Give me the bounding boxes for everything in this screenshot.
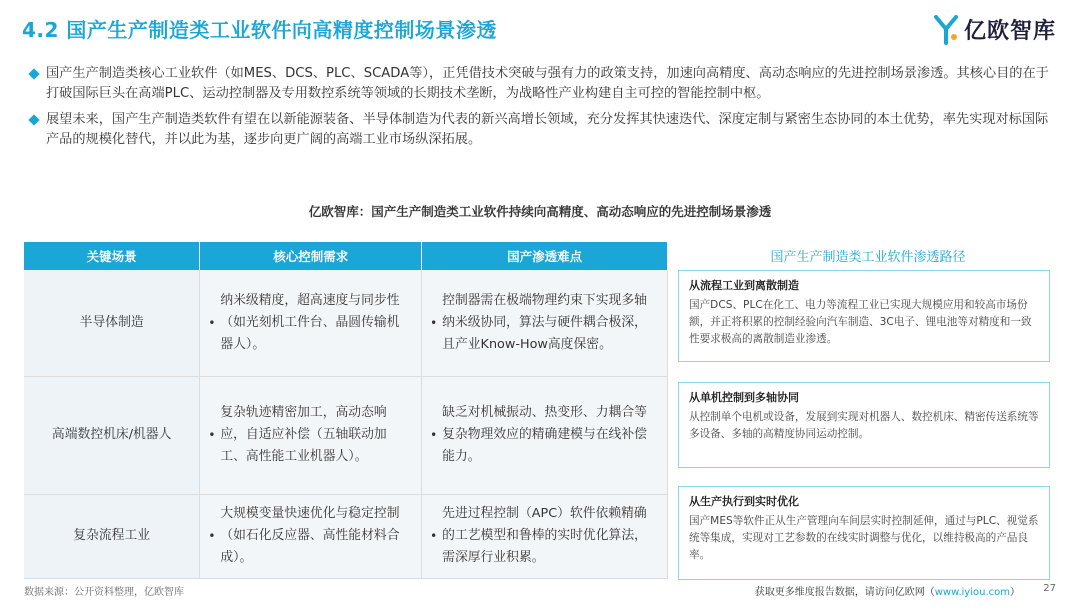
difficulty-text: 控制器需在极端物理约束下实现多轴纳米级协同，算法与硬件耦合极深，且产业Know-How高度保密。 — [442, 292, 647, 352]
iyiou-logo-icon — [934, 15, 958, 45]
difficulty-cell — [422, 270, 668, 376]
bullet-dot-icon: • — [430, 529, 438, 543]
path-card — [678, 382, 1050, 468]
table-row — [24, 376, 668, 494]
difficulty-cell — [422, 494, 668, 578]
bullet-dot-icon: • — [208, 529, 216, 543]
scene-cell: 半导体制造 — [24, 270, 200, 376]
bullet-dot-icon: • — [430, 428, 438, 442]
difficulty-cell — [422, 376, 668, 494]
page-title: 4.2 国产生产制造类工业软件向高精度控制场景渗透 — [22, 18, 497, 42]
path-card-title: 从流程工业到离散制造 — [689, 279, 799, 292]
need-text: 复杂轨迹精密加工，高动态响应，自适应补偿（五轴联动加工、高性能工业机器人）。 — [220, 405, 387, 464]
need-cell — [200, 270, 422, 376]
path-title: 国产生产制造类工业软件渗透路径 — [770, 250, 966, 265]
logo-text: 亿欧智库 — [963, 19, 1056, 44]
bullet-text: 国产生产制造类核心工业软件（如MES、DCS、PLC、SCADA等），正凭借技术突破与强有力的政策支持，加速向高精度、高动态响应的先进控制场景渗透。其核心目的在于打破国际巨头在高端PLC、运动控制器及专用数控系统等领域的长期技术垄断，为战略性产业构建自主可控的智能控制中枢。 — [46, 66, 1049, 101]
path-card-title: 从单机控制到多轴协同 — [689, 391, 799, 404]
scenario-table — [24, 242, 668, 579]
bullet-item — [30, 64, 1060, 104]
difficulty-text: 缺乏对机械振动、热变形、力耦合等复杂物理效应的精确建模与在线补偿能力。 — [442, 405, 647, 464]
data-source: 数据来源：公开资料整理，亿欧智库 — [24, 587, 184, 598]
footer-more-suffix: ） — [1010, 587, 1020, 598]
path-card-body: 国产DCS、PLC在化工、电力等流程工业已实现大规模应用和较高市场份额，并正将积累的控制经验向汽车制造、3C电子、锂电池等对精度和一致性要求极高的离散制造业渗透。 — [689, 299, 1032, 345]
path-card — [678, 270, 1050, 362]
bullet-dot-icon: • — [208, 315, 216, 330]
need-text: 大规模变量快速优化与稳定控制（如石化反应器、高性能材料合成）。 — [220, 506, 400, 565]
header-scene: 关键场景 — [24, 242, 200, 270]
figure-title: 亿欧智库：国产生产制造类工业软件持续向高精度、高动态响应的先进控制场景渗透 — [308, 204, 772, 219]
header-difficulty: 国产渗透难点 — [422, 242, 668, 270]
need-cell — [200, 494, 422, 578]
need-cell — [200, 376, 422, 494]
scene-cell: 高端数控机床/机器人 — [24, 376, 200, 494]
diamond-bullet-icon — [28, 68, 39, 79]
table-row — [24, 270, 668, 376]
path-card-body: 国产MES等软件正从生产管理向车间层实时控制延伸，通过与PLC、视觉系统等集成，实现对工艺参数的在线实时调整与优化，以维持极高的产品良率。 — [689, 515, 1039, 561]
scene-cell: 复杂流程工业 — [24, 494, 200, 578]
footer-more-prefix: 获取更多维度报告数据，请访问亿欧网（ — [754, 587, 935, 598]
intro-bullets — [30, 64, 1060, 156]
footer-more — [755, 583, 1020, 598]
difficulty-text: 先进过程控制（APC）软件依赖精确的工艺模型和鲁棒的实时优化算法，需深厚行业积累。 — [442, 506, 647, 565]
brand-logo — [934, 14, 1056, 45]
bullet-item — [30, 110, 1060, 150]
website-link[interactable]: www.iyiou.com — [934, 587, 1010, 598]
header-need: 核心控制需求 — [200, 242, 422, 270]
path-card — [678, 486, 1050, 580]
bullet-text: 展望未来，国产生产制造类软件有望在以新能源装备、半导体制造为代表的新兴高增长领域，充分发挥其快速迭代、深度定制与紧密生态协同的本土优势，率先实现对标国际产品的规模化替代，并以此为基，逐步向更广阔的高端工业市场纵深拓展。 — [46, 112, 1049, 147]
page-number: 27 — [1043, 583, 1056, 594]
bullet-dot-icon: • — [430, 315, 438, 330]
table-header-row — [24, 242, 668, 270]
table-row — [24, 494, 668, 578]
need-text: 纳米级精度，超高速度与同步性（如光刻机工件台、晶圆传输机器人）。 — [220, 292, 400, 352]
bullet-dot-icon: • — [208, 428, 216, 442]
path-card-title: 从生产执行到实时优化 — [689, 495, 799, 508]
diamond-bullet-icon — [28, 114, 39, 125]
path-card-body: 从控制单个电机或设备，发展到实现对机器人、数控机床、精密传送系统等多设备、多轴的高精度协同运动控制。 — [689, 411, 1039, 440]
